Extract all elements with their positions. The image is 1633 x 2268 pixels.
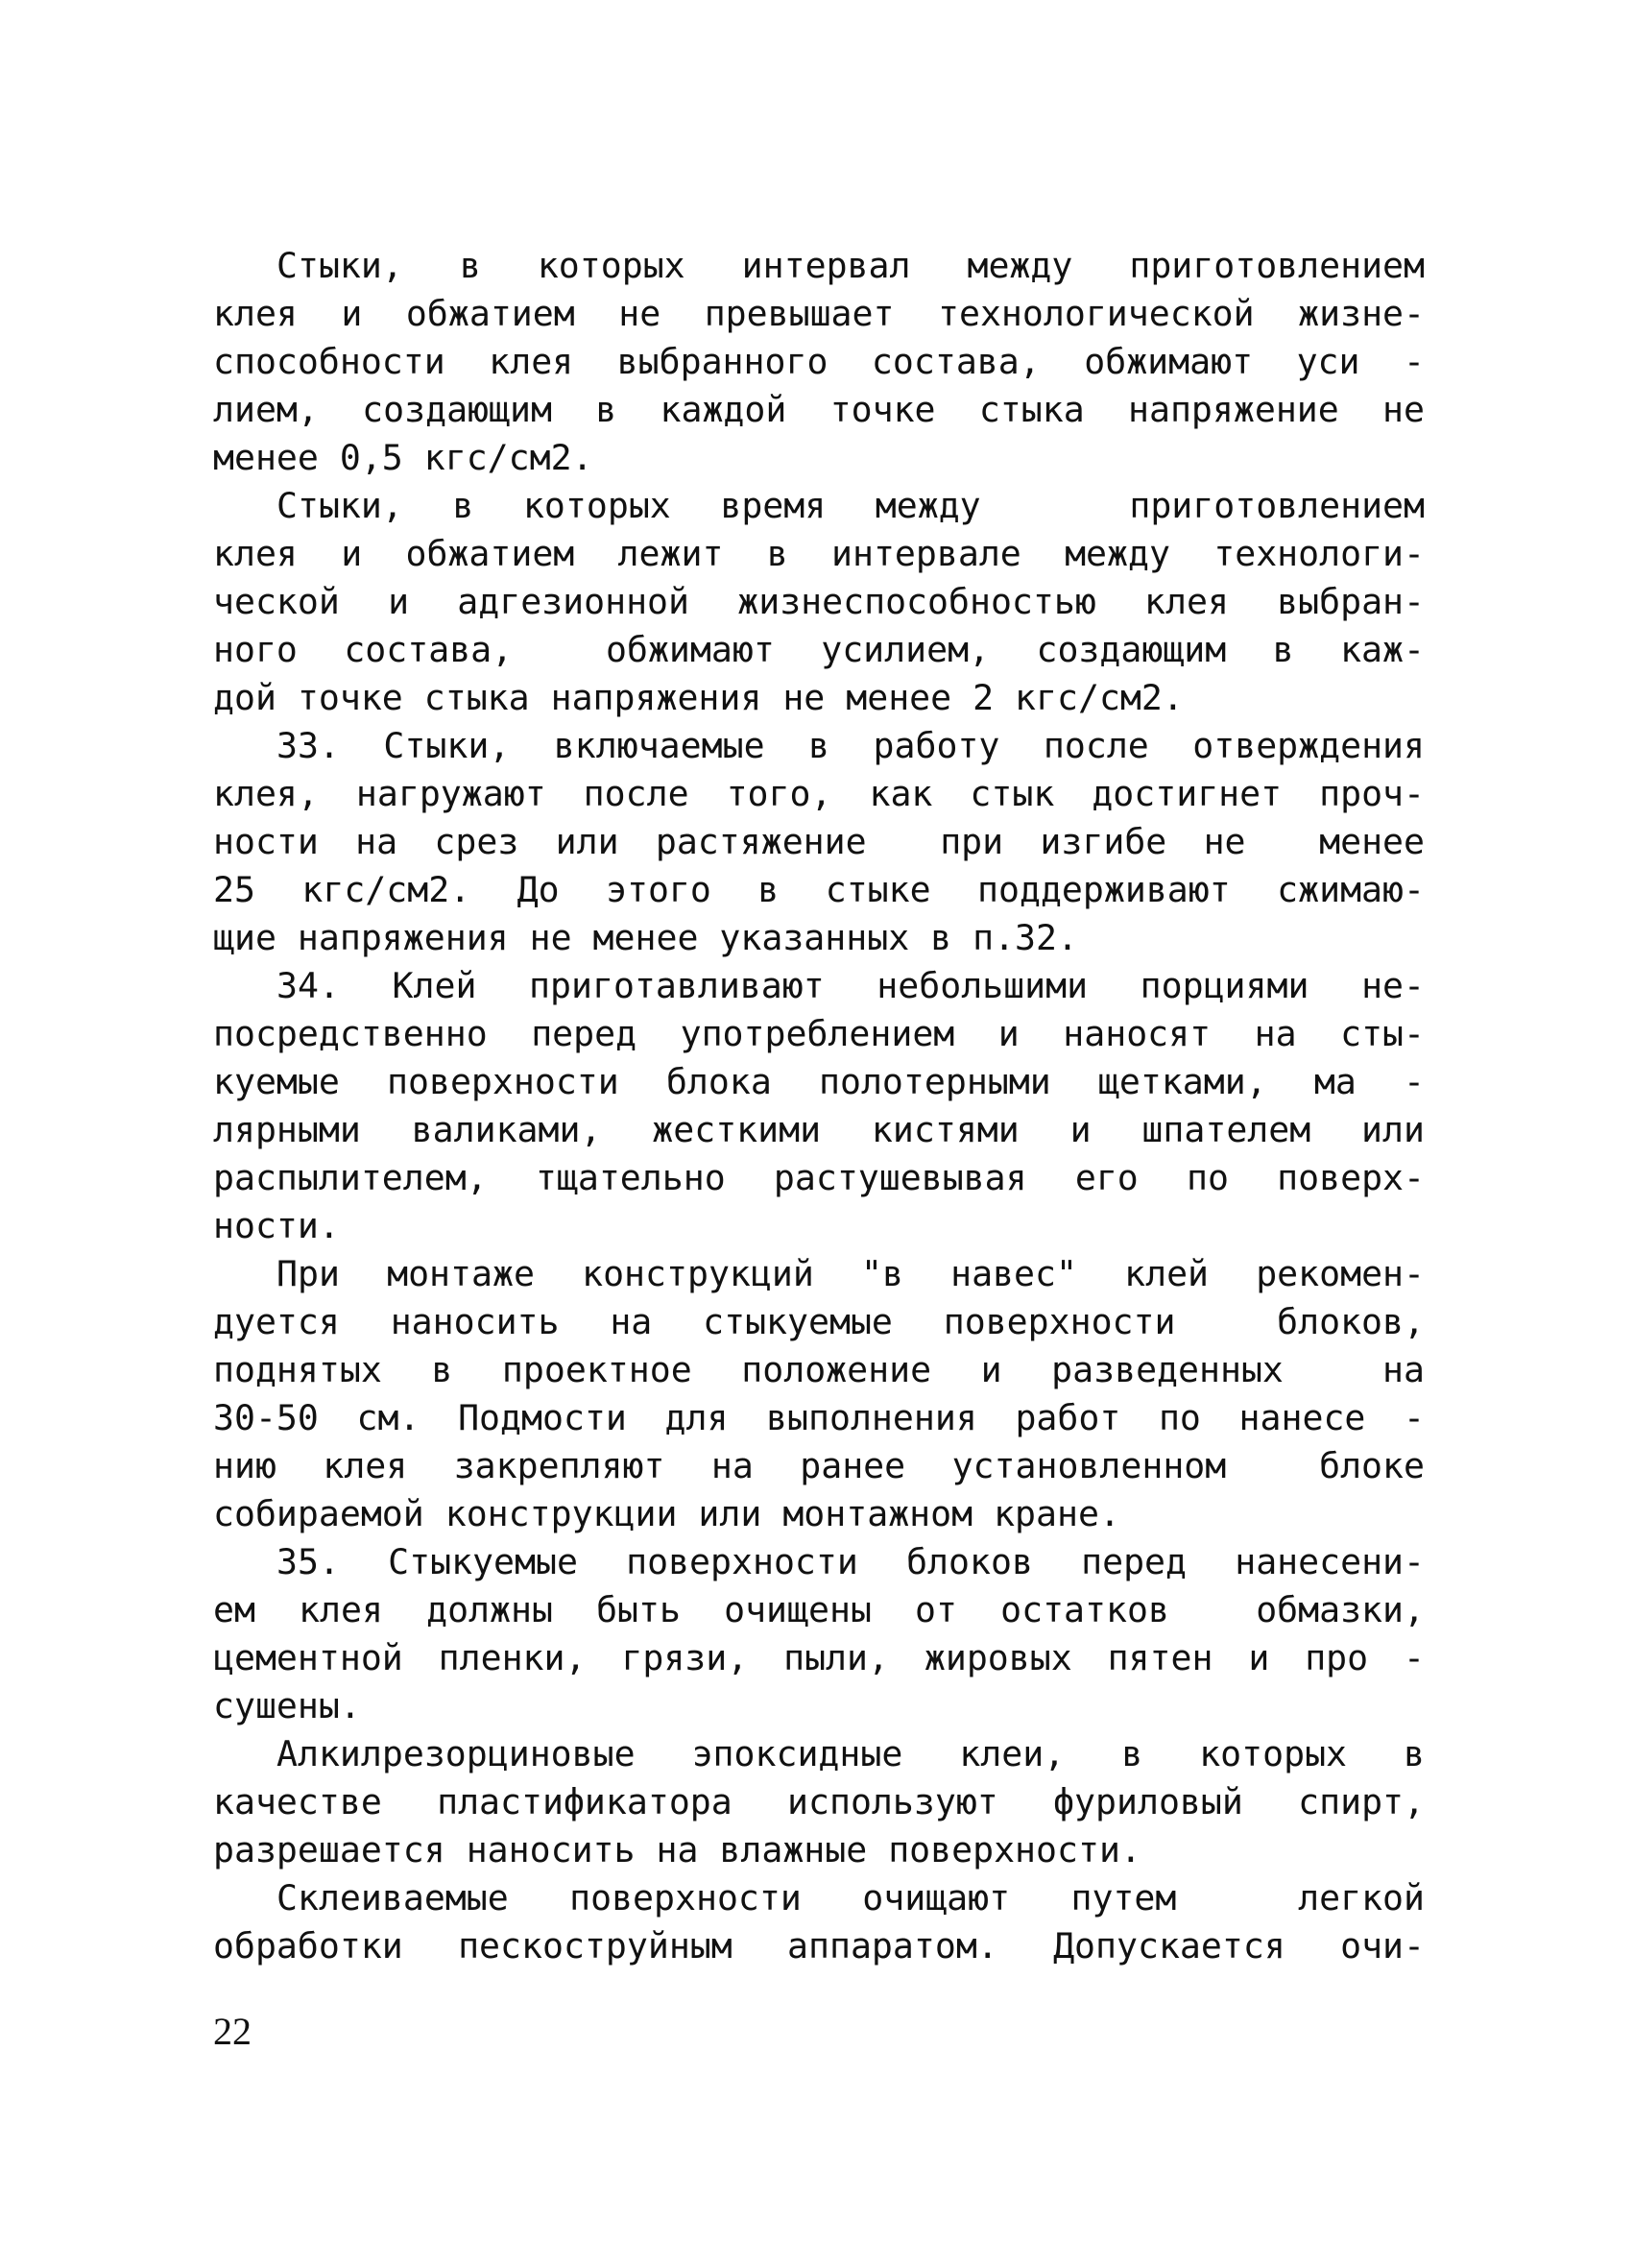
text-line: Стыки, в которых время между приготовлением: [276, 485, 1425, 526]
text-line: цементной пленки, грязи, пыли, жировых пятен и про -: [213, 1637, 1425, 1678]
paragraph: [213, 962, 1425, 1250]
paragraph: [213, 722, 1425, 962]
text-line: 34. Клей приготавливают небольшими порциями не-: [276, 965, 1425, 1006]
text-line: качестве пластификатора используют фуриловый спирт,: [213, 1781, 1425, 1822]
body-text: [213, 242, 1425, 1970]
paragraph: [213, 1874, 1425, 1970]
text-line: ем клея должны быть очищены от остатков обмазки,: [213, 1589, 1425, 1630]
text-line: дой точке стыка напряжения не менее 2 кгс/см2.: [213, 677, 1184, 718]
text-line: Стыки, в которых интервал между приготовлением: [276, 245, 1425, 286]
text-line: способности клея выбранного состава, обжимают уси -: [213, 341, 1425, 382]
text-line: 30-50 см. Подмости для выполнения работ по нанесе -: [213, 1397, 1425, 1438]
text-line: При монтаже конструкций "в навес" клей рекомен-: [276, 1253, 1425, 1294]
text-line: клея и обжатием не превышает технологической жизне-: [213, 293, 1425, 334]
text-line: собираемой конструкции или монтажном кране.: [213, 1493, 1120, 1534]
text-line: менее 0,5 кгс/см2.: [213, 437, 593, 478]
text-line: ческой и адгезионной жизнеспособностью клея выбран-: [213, 581, 1425, 622]
text-line: разрешается наносить на влажные поверхности.: [213, 1829, 1141, 1870]
text-line: 35. Стыкуемые поверхности блоков перед нанесени-: [276, 1541, 1425, 1582]
paragraph: [213, 1250, 1425, 1538]
text-line: обработки пескоструйным аппаратом. Допускается очи-: [213, 1925, 1425, 1966]
text-line: распылителем, тщательно растушевывая его по поверх-: [213, 1157, 1425, 1198]
text-line: 25 кгс/см2. До этого в стыке поддерживают сжимаю-: [213, 869, 1425, 910]
text-line: Алкилрезорциновые эпоксидные клеи, в которых в: [276, 1733, 1425, 1774]
paragraph: [213, 1730, 1425, 1874]
text-line: ного состава, обжимают усилием, создающим в каж-: [213, 629, 1425, 670]
text-line: Склеиваемые поверхности очищают путем легкой: [276, 1877, 1425, 1918]
text-line: посредственно перед употреблением и наносят на сты-: [213, 1013, 1425, 1054]
text-line: нию клея закрепляют на ранее установленном блоке: [213, 1445, 1425, 1486]
text-line: сушены.: [213, 1685, 361, 1726]
page-number: 22: [213, 2010, 252, 2053]
text-line: клея и обжатием лежит в интервале между технологи-: [213, 533, 1425, 574]
text-line: лярными валиками, жесткими кистями и шпателем или: [213, 1109, 1425, 1150]
text-line: дуется наносить на стыкуемые поверхности блоков,: [213, 1301, 1425, 1342]
paragraph: [213, 242, 1425, 482]
text-line: куемые поверхности блока полотерными щетками, ма -: [213, 1061, 1425, 1102]
text-line: поднятых в проектное положение и разведенных на: [213, 1349, 1425, 1390]
text-line: клея, нагружают после того, как стык достигнет проч-: [213, 773, 1425, 814]
paragraph: [213, 1538, 1425, 1730]
paragraph: [213, 482, 1425, 722]
text-line: лием, создающим в каждой точке стыка напряжение не: [213, 389, 1425, 430]
text-line: 33. Стыки, включаемые в работу после отверждения: [276, 725, 1425, 766]
text-line: ности на срез или растяжение при изгибе не менее: [213, 821, 1425, 862]
text-line: щие напряжения не менее указанных в п.32.: [213, 917, 1078, 958]
text-line: ности.: [213, 1205, 340, 1246]
